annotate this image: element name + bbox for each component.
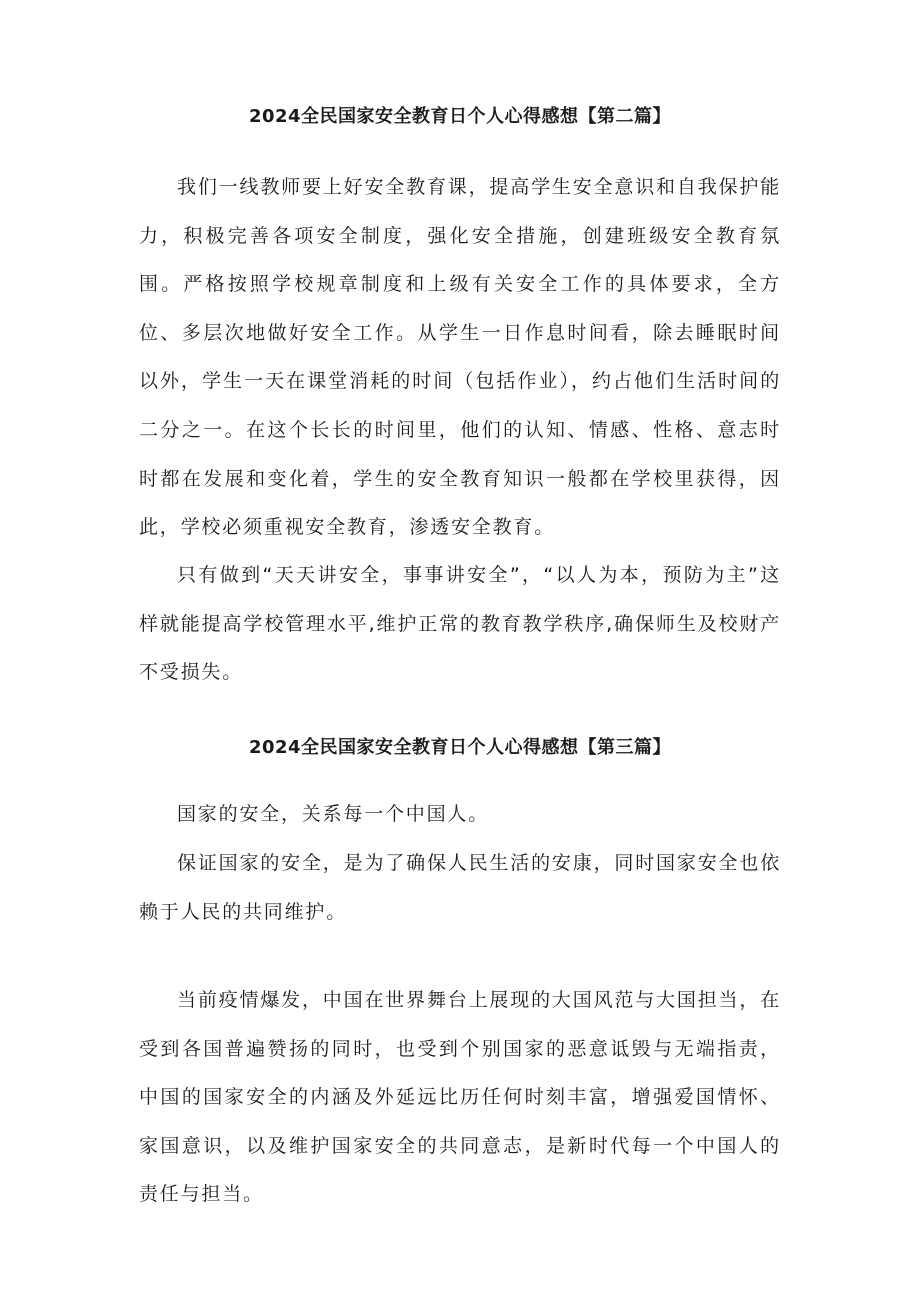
paragraph: 当前疫情爆发，中国在世界舞台上展现的大国风范与大国担当，在受到各国普遍赞扬的同时，也受到个别国家的恶意诋毁与无端指责，中国的国家安全的内涵及外延远比历任何时刻丰富，增强爱国情怀、家国意识，以及维护国家安全的共同意志，是新时代每一个中国人的责任与担当。 [139,989,781,1206]
paragraph: 只有做到“天天讲安全，事事讲安全”，“以人为本，预防为主”这样就能提高学校管理水平,维护正常的教育教学秩序,确保师生及校财产不受损失。 [139,564,781,684]
section-title-part-three: 2024全民国家安全教育日个人心得感想【第三篇】 [248,737,672,758]
paragraph: 保证国家的安全，是为了确保人民生活的安康，同时国家安全也依赖于人民的共同维护。 [139,852,781,923]
paragraph: 国家的安全，关系每一个中国人。 [177,803,490,825]
paragraph: 我们一线教师要上好安全教育课，提高学生安全意识和自我保护能力，积极完善各项安全制度，强化安全措施，创建班级安全教育氛围。严格按照学校规章制度和上级有关安全工作的具体要求，全方位、多层次地做好安全工作。从学生一日作息时间看，除去睡眠时间以外，学生一天在课堂消耗的时间（包括作业），约占他们生活时间的二分之一。在这个长长的时间里，他们的认知、情感、性格、意志时时都在发展和变化着，学生的安全教育知识一般都在学校里获得，因此，学校必须重视安全教育，渗透安全教育。 [139,176,781,539]
section-title-part-two: 2024全民国家安全教育日个人心得感想【第二篇】 [248,106,672,127]
